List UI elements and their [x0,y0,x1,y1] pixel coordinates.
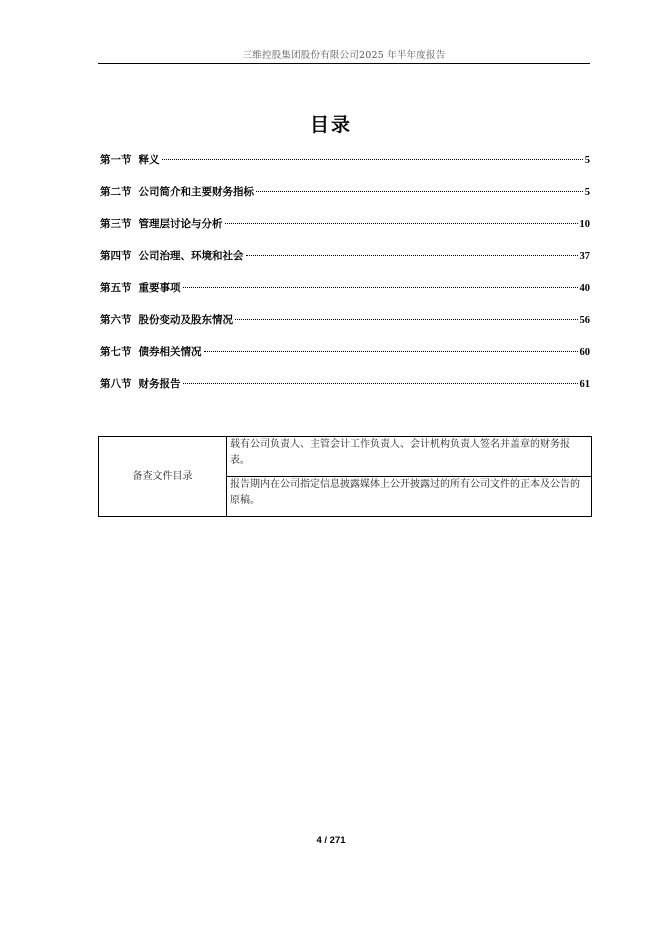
toc-section-number: 第一节 [100,154,132,166]
table-of-contents [100,152,590,408]
toc-page-number: 60 [579,347,590,358]
toc-section-title: 公司简介和主要财务指标 [138,186,254,198]
reference-docs-label: 备查文件目录 [99,437,227,517]
toc-section-title: 释义 [138,154,160,166]
toc-section-title: 管理层讨论与分析 [138,218,223,230]
toc-section-number: 第二节 [100,186,132,198]
toc-section-number: 第五节 [100,282,132,294]
toc-page-number: 5 [584,155,590,166]
toc-dot-leader [256,191,583,192]
toc-section-title: 重要事项 [138,282,181,294]
reference-doc-item: 载有公司负责人、主管会计工作负责人、会计机构负责人签名并盖章的财务报表。 [227,437,592,477]
toc-dot-leader [225,223,578,224]
reference-documents-table [98,436,592,517]
toc-page-number: 5 [584,187,590,198]
page-number: 4 / 271 [316,835,346,846]
toc-page-number: 56 [579,315,590,326]
toc-section-title: 股份变动及股东情况 [138,314,233,326]
toc-dot-leader [183,383,578,384]
toc-dot-leader [204,351,578,352]
toc-entry-7[interactable] [100,344,590,376]
toc-section-number: 第七节 [100,346,132,358]
toc-section-number: 第六节 [100,314,132,326]
header-divider [98,63,590,64]
toc-entry-8[interactable] [100,376,590,408]
toc-section-title: 财务报告 [138,378,181,390]
reference-doc-item: 报告期内在公司指定信息披露媒体上公开披露过的所有公司文件的正本及公告的原稿。 [227,477,592,517]
toc-page-number: 40 [579,283,590,294]
page-header: 三维控股集团股份有限公司2025 年半年度报告 [242,50,446,61]
toc-dot-leader [246,255,578,256]
toc-entry-2[interactable] [100,184,590,216]
toc-section-number: 第四节 [100,250,132,262]
toc-section-number: 第三节 [100,218,132,230]
toc-entry-6[interactable] [100,312,590,344]
toc-section-title: 公司治理、环境和社会 [138,250,244,262]
toc-dot-leader [162,159,583,160]
toc-dot-leader [235,319,578,320]
toc-page-number: 61 [579,379,590,390]
toc-page-number: 10 [579,219,590,230]
toc-entry-5[interactable] [100,280,590,312]
toc-section-title: 债券相关情况 [138,346,202,358]
toc-page-number: 37 [579,251,590,262]
toc-entry-4[interactable] [100,248,590,280]
toc-entry-1[interactable] [100,152,590,184]
toc-entry-3[interactable] [100,216,590,248]
toc-dot-leader [183,287,578,288]
toc-heading: 目录 [309,114,352,136]
toc-section-number: 第八节 [100,378,132,390]
